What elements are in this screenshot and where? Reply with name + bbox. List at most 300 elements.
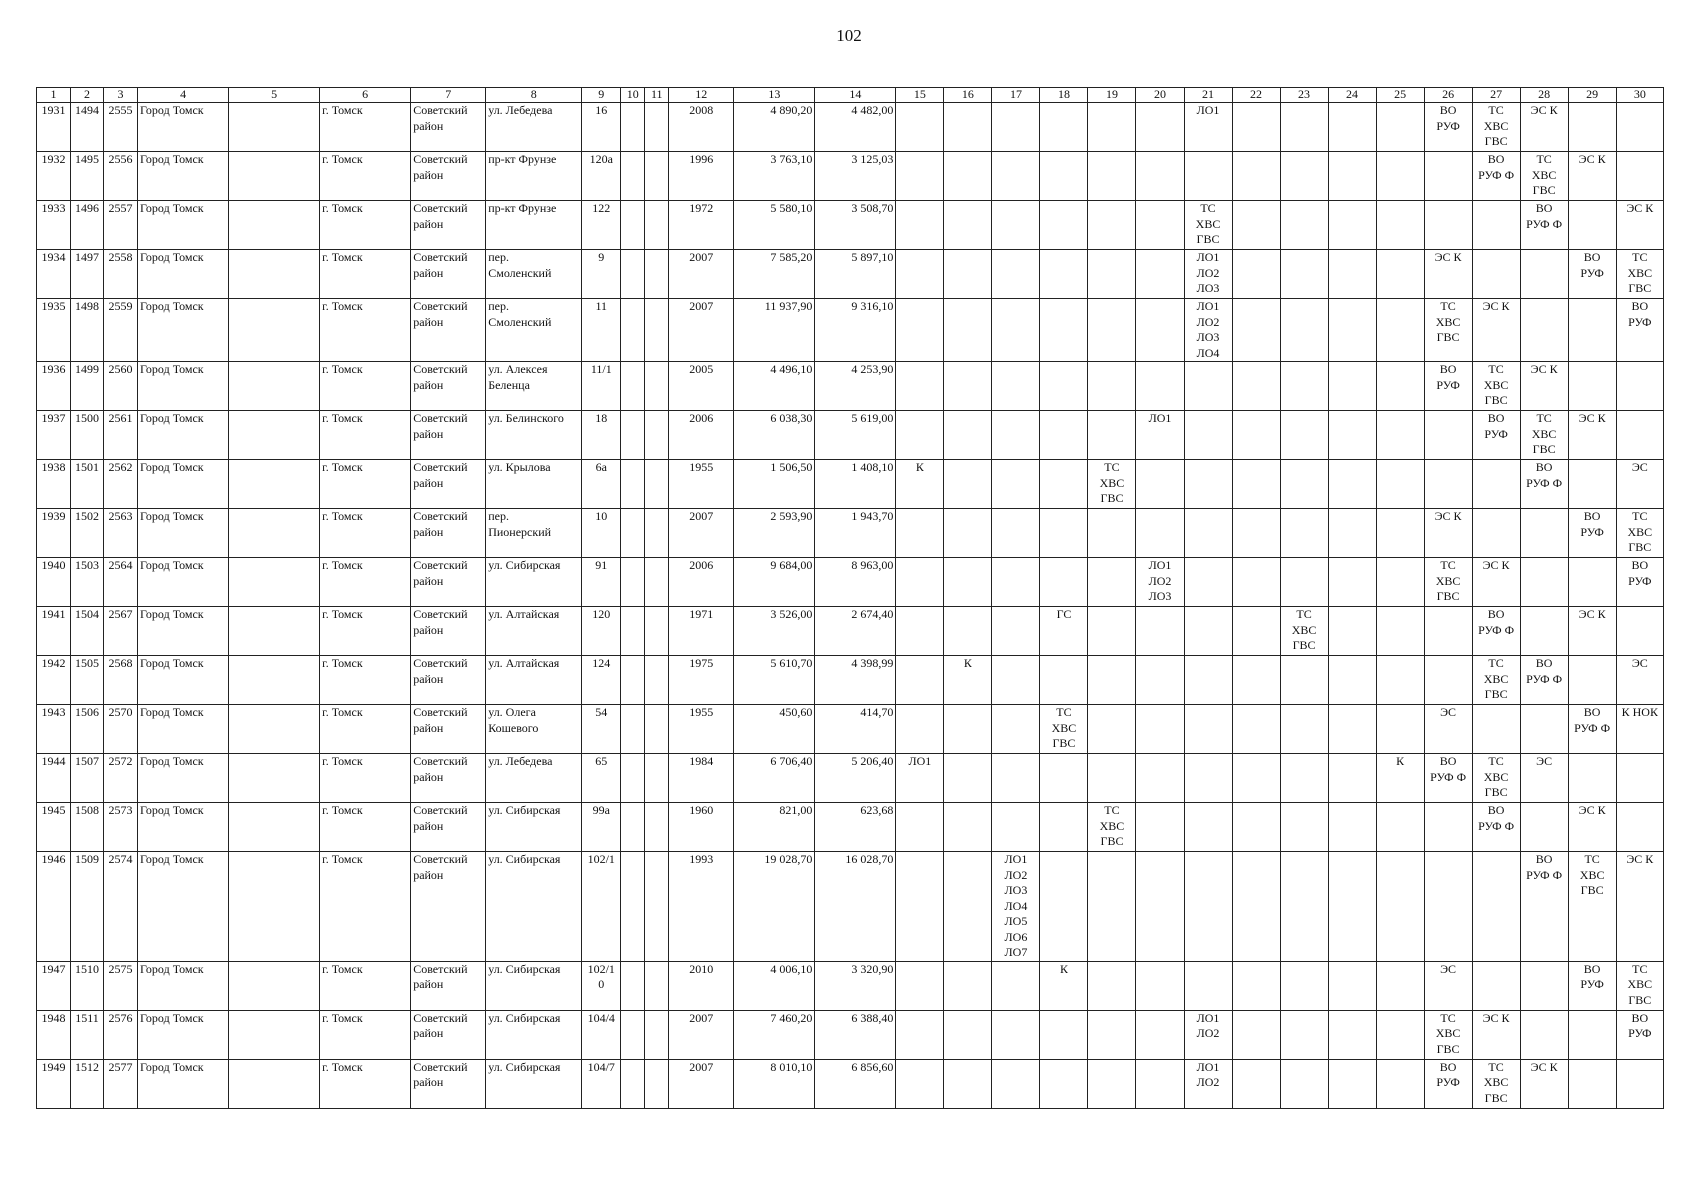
table-cell-col-13: 5 610,70 xyxy=(734,656,815,705)
table-cell-col-26: ВО РУФ xyxy=(1424,362,1472,411)
table-cell-col-24 xyxy=(1328,152,1376,201)
table-cell-col-1: 1944 xyxy=(37,754,71,803)
column-header: 7 xyxy=(411,88,486,103)
table-cell-col-17 xyxy=(992,411,1040,460)
table-cell-col-1: 1933 xyxy=(37,201,71,250)
table-cell-col-20 xyxy=(1136,852,1184,962)
table-cell-col-6: г. Томск xyxy=(320,299,411,362)
table-cell-col-25 xyxy=(1376,1010,1424,1059)
table-cell-col-7: Советский район xyxy=(411,852,486,962)
table-cell-col-19 xyxy=(1088,607,1136,656)
column-header: 25 xyxy=(1376,88,1424,103)
table-cell-col-8: ул. Алтайская xyxy=(486,656,582,705)
table-cell-col-17 xyxy=(992,201,1040,250)
table-cell-col-9: 65 xyxy=(582,754,621,803)
table-cell-col-25 xyxy=(1376,961,1424,1010)
table-cell-col-6: г. Томск xyxy=(320,250,411,299)
table-cell-col-20 xyxy=(1136,460,1184,509)
table-cell-col-5 xyxy=(229,558,320,607)
table-cell-col-1: 1946 xyxy=(37,852,71,962)
table-cell-col-5 xyxy=(229,803,320,852)
table-cell-col-22 xyxy=(1232,362,1280,411)
table-cell-col-4: Город Томск xyxy=(138,754,229,803)
table-cell-col-21 xyxy=(1184,152,1232,201)
table-cell-col-6: г. Томск xyxy=(320,1010,411,1059)
table-row xyxy=(37,1059,1664,1108)
table-cell-col-22 xyxy=(1232,299,1280,362)
table-cell-col-2: 1495 xyxy=(71,152,104,201)
table-cell-col-7: Советский район xyxy=(411,1010,486,1059)
table-cell-col-13: 1 506,50 xyxy=(734,460,815,509)
table-cell-col-19 xyxy=(1088,558,1136,607)
table-cell-col-13: 9 684,00 xyxy=(734,558,815,607)
table-cell-col-22 xyxy=(1232,201,1280,250)
table-cell-col-29: ВО РУФ xyxy=(1568,250,1616,299)
table-cell-col-6: г. Томск xyxy=(320,852,411,962)
table-cell-col-3: 2567 xyxy=(104,607,138,656)
table-cell-col-8: пер. Пионерский xyxy=(486,509,582,558)
table-cell-col-16 xyxy=(944,362,992,411)
table-cell-col-1: 1939 xyxy=(37,509,71,558)
table-cell-col-29: ТС ХВС ГВС xyxy=(1568,852,1616,962)
table-cell-col-11 xyxy=(645,705,669,754)
table-cell-col-11 xyxy=(645,558,669,607)
column-header: 6 xyxy=(320,88,411,103)
table-cell-col-23 xyxy=(1280,299,1328,362)
table-cell-col-11 xyxy=(645,362,669,411)
table-cell-col-8: ул. Крылова xyxy=(486,460,582,509)
table-cell-col-11 xyxy=(645,411,669,460)
table-cell-col-7: Советский район xyxy=(411,250,486,299)
table-cell-col-21: ТС ХВС ГВС xyxy=(1184,201,1232,250)
table-cell-col-20 xyxy=(1136,656,1184,705)
table-cell-col-18 xyxy=(1040,103,1088,152)
table-cell-col-23 xyxy=(1280,103,1328,152)
table-cell-col-15 xyxy=(896,250,944,299)
table-cell-col-7: Советский район xyxy=(411,1059,486,1108)
table-cell-col-3: 2559 xyxy=(104,299,138,362)
table-cell-col-21 xyxy=(1184,852,1232,962)
table-cell-col-4: Город Томск xyxy=(138,362,229,411)
table-cell-col-19 xyxy=(1088,509,1136,558)
table-cell-col-30: ЭС xyxy=(1616,460,1663,509)
table-cell-col-7: Советский район xyxy=(411,803,486,852)
table-cell-col-24 xyxy=(1328,460,1376,509)
table-cell-col-13: 2 593,90 xyxy=(734,509,815,558)
table-cell-col-7: Советский район xyxy=(411,656,486,705)
table-cell-col-15 xyxy=(896,607,944,656)
table-cell-col-7: Советский район xyxy=(411,607,486,656)
table-cell-col-28 xyxy=(1520,803,1568,852)
table-cell-col-9: 104/4 xyxy=(582,1010,621,1059)
table-cell-col-4: Город Томск xyxy=(138,509,229,558)
table-cell-col-13: 6 038,30 xyxy=(734,411,815,460)
table-cell-col-19 xyxy=(1088,250,1136,299)
table-cell-col-9: 102/1 xyxy=(582,852,621,962)
table-cell-col-28: ЭС К xyxy=(1520,1059,1568,1108)
table-row xyxy=(37,754,1664,803)
table-row xyxy=(37,1010,1664,1059)
table-cell-col-12: 2006 xyxy=(669,411,734,460)
table-cell-col-14: 3 320,90 xyxy=(815,961,896,1010)
column-header: 15 xyxy=(896,88,944,103)
table-cell-col-1: 1937 xyxy=(37,411,71,460)
table-cell-col-25 xyxy=(1376,250,1424,299)
table-cell-col-9: 120а xyxy=(582,152,621,201)
table-cell-col-10 xyxy=(621,362,645,411)
table-cell-col-27 xyxy=(1472,460,1520,509)
table-cell-col-11 xyxy=(645,961,669,1010)
table-cell-col-27 xyxy=(1472,705,1520,754)
table-cell-col-19 xyxy=(1088,656,1136,705)
table-cell-col-11 xyxy=(645,607,669,656)
table-row xyxy=(37,201,1664,250)
table-cell-col-27: ТС ХВС ГВС xyxy=(1472,103,1520,152)
table-cell-col-9: 54 xyxy=(582,705,621,754)
table-cell-col-20 xyxy=(1136,1059,1184,1108)
table-cell-col-13: 5 580,10 xyxy=(734,201,815,250)
table-cell-col-27 xyxy=(1472,201,1520,250)
table-cell-col-5 xyxy=(229,705,320,754)
table-cell-col-28 xyxy=(1520,558,1568,607)
table-cell-col-14: 8 963,00 xyxy=(815,558,896,607)
table-cell-col-13: 6 706,40 xyxy=(734,754,815,803)
table-cell-col-18 xyxy=(1040,250,1088,299)
table-cell-col-11 xyxy=(645,1010,669,1059)
table-row xyxy=(37,607,1664,656)
table-cell-col-23 xyxy=(1280,1010,1328,1059)
table-cell-col-30 xyxy=(1616,362,1663,411)
table-cell-col-14: 3 125,03 xyxy=(815,152,896,201)
table-cell-col-2: 1512 xyxy=(71,1059,104,1108)
table-row xyxy=(37,558,1664,607)
table-cell-col-21 xyxy=(1184,411,1232,460)
table-cell-col-25 xyxy=(1376,803,1424,852)
table-cell-col-16 xyxy=(944,509,992,558)
table-cell-col-29 xyxy=(1568,1059,1616,1108)
table-cell-col-21 xyxy=(1184,961,1232,1010)
table-cell-col-26: ЭС К xyxy=(1424,509,1472,558)
table-cell-col-18 xyxy=(1040,362,1088,411)
table-cell-col-1: 1936 xyxy=(37,362,71,411)
table-cell-col-25 xyxy=(1376,299,1424,362)
table-cell-col-12: 1984 xyxy=(669,754,734,803)
table-cell-col-2: 1505 xyxy=(71,656,104,705)
table-cell-col-27 xyxy=(1472,852,1520,962)
table-cell-col-29: ВО РУФ xyxy=(1568,961,1616,1010)
column-header: 12 xyxy=(669,88,734,103)
table-cell-col-20 xyxy=(1136,509,1184,558)
table-cell-col-3: 2556 xyxy=(104,152,138,201)
table-cell-col-26: ЭС xyxy=(1424,705,1472,754)
table-cell-col-18: К xyxy=(1040,961,1088,1010)
table-cell-col-18 xyxy=(1040,1059,1088,1108)
table-cell-col-2: 1504 xyxy=(71,607,104,656)
table-cell-col-12: 2007 xyxy=(669,1059,734,1108)
table-cell-col-20 xyxy=(1136,803,1184,852)
table-cell-col-24 xyxy=(1328,656,1376,705)
table-cell-col-27 xyxy=(1472,250,1520,299)
table-cell-col-6: г. Томск xyxy=(320,1059,411,1108)
table-cell-col-16 xyxy=(944,607,992,656)
table-body xyxy=(37,103,1664,1109)
table-cell-col-14: 16 028,70 xyxy=(815,852,896,962)
table-cell-col-14: 3 508,70 xyxy=(815,201,896,250)
table-cell-col-20 xyxy=(1136,201,1184,250)
column-header: 23 xyxy=(1280,88,1328,103)
table-cell-col-24 xyxy=(1328,299,1376,362)
table-cell-col-24 xyxy=(1328,754,1376,803)
table-cell-col-14: 5 897,10 xyxy=(815,250,896,299)
table-cell-col-28 xyxy=(1520,509,1568,558)
table-cell-col-16 xyxy=(944,411,992,460)
column-header: 10 xyxy=(621,88,645,103)
table-cell-col-15 xyxy=(896,558,944,607)
table-cell-col-30: ЭС xyxy=(1616,656,1663,705)
table-cell-col-5 xyxy=(229,961,320,1010)
table-cell-col-28 xyxy=(1520,1010,1568,1059)
table-cell-col-28: ЭС К xyxy=(1520,362,1568,411)
table-cell-col-9: 122 xyxy=(582,201,621,250)
table-cell-col-17 xyxy=(992,754,1040,803)
table-cell-col-28 xyxy=(1520,961,1568,1010)
table-row xyxy=(37,152,1664,201)
table-cell-col-9: 9 xyxy=(582,250,621,299)
table-row xyxy=(37,961,1664,1010)
table-cell-col-9: 99а xyxy=(582,803,621,852)
table-cell-col-19 xyxy=(1088,299,1136,362)
table-cell-col-22 xyxy=(1232,152,1280,201)
table-cell-col-20 xyxy=(1136,103,1184,152)
table-cell-col-5 xyxy=(229,607,320,656)
table-cell-col-1: 1943 xyxy=(37,705,71,754)
table-cell-col-15 xyxy=(896,852,944,962)
column-header: 30 xyxy=(1616,88,1663,103)
table-cell-col-8: ул. Сибирская xyxy=(486,803,582,852)
table-cell-col-30 xyxy=(1616,607,1663,656)
table-cell-col-27: ВО РУФ xyxy=(1472,411,1520,460)
table-cell-col-28: ВО РУФ Ф xyxy=(1520,201,1568,250)
table-cell-col-22 xyxy=(1232,1010,1280,1059)
table-cell-col-13: 8 010,10 xyxy=(734,1059,815,1108)
table-cell-col-8: пр-кт Фрунзе xyxy=(486,201,582,250)
table-cell-col-12: 1955 xyxy=(669,705,734,754)
table-cell-col-16: К xyxy=(944,656,992,705)
table-cell-col-26 xyxy=(1424,803,1472,852)
table-cell-col-4: Город Томск xyxy=(138,607,229,656)
table-cell-col-27: ВО РУФ Ф xyxy=(1472,803,1520,852)
table-cell-col-19 xyxy=(1088,411,1136,460)
table-cell-col-29 xyxy=(1568,558,1616,607)
column-header: 2 xyxy=(71,88,104,103)
table-cell-col-6: г. Томск xyxy=(320,705,411,754)
table-cell-col-20 xyxy=(1136,754,1184,803)
table-cell-col-27: ТС ХВС ГВС xyxy=(1472,754,1520,803)
table-cell-col-7: Советский район xyxy=(411,103,486,152)
table-cell-col-22 xyxy=(1232,852,1280,962)
table-cell-col-2: 1499 xyxy=(71,362,104,411)
table-cell-col-26 xyxy=(1424,852,1472,962)
table-cell-col-20 xyxy=(1136,362,1184,411)
table-cell-col-16 xyxy=(944,705,992,754)
table-cell-col-26 xyxy=(1424,607,1472,656)
table-cell-col-14: 4 253,90 xyxy=(815,362,896,411)
table-cell-col-6: г. Томск xyxy=(320,607,411,656)
table-cell-col-22 xyxy=(1232,961,1280,1010)
table-cell-col-23 xyxy=(1280,411,1328,460)
table-row xyxy=(37,852,1664,962)
table-cell-col-27 xyxy=(1472,509,1520,558)
column-header: 27 xyxy=(1472,88,1520,103)
table-cell-col-13: 7 585,20 xyxy=(734,250,815,299)
table-cell-col-24 xyxy=(1328,250,1376,299)
column-header: 4 xyxy=(138,88,229,103)
table-cell-col-24 xyxy=(1328,411,1376,460)
column-header: 9 xyxy=(582,88,621,103)
table-cell-col-18 xyxy=(1040,803,1088,852)
table-cell-col-3: 2562 xyxy=(104,460,138,509)
table-cell-col-13: 4 890,20 xyxy=(734,103,815,152)
table-cell-col-20 xyxy=(1136,961,1184,1010)
table-cell-col-10 xyxy=(621,754,645,803)
table-cell-col-22 xyxy=(1232,460,1280,509)
table-cell-col-3: 2557 xyxy=(104,201,138,250)
table-cell-col-18: ТС ХВС ГВС xyxy=(1040,705,1088,754)
table-cell-col-1: 1934 xyxy=(37,250,71,299)
table-cell-col-15 xyxy=(896,362,944,411)
table-cell-col-5 xyxy=(229,754,320,803)
table-cell-col-30 xyxy=(1616,1059,1663,1108)
table-cell-col-14: 2 674,40 xyxy=(815,607,896,656)
table-cell-col-11 xyxy=(645,152,669,201)
table-cell-col-4: Город Томск xyxy=(138,705,229,754)
table-row xyxy=(37,656,1664,705)
table-cell-col-13: 19 028,70 xyxy=(734,852,815,962)
table-row xyxy=(37,362,1664,411)
table-cell-col-12: 2006 xyxy=(669,558,734,607)
table-cell-col-1: 1938 xyxy=(37,460,71,509)
table-cell-col-24 xyxy=(1328,607,1376,656)
table-cell-col-23 xyxy=(1280,558,1328,607)
table-cell-col-7: Советский район xyxy=(411,152,486,201)
table-cell-col-8: пер. Смоленский xyxy=(486,299,582,362)
table-cell-col-24 xyxy=(1328,509,1376,558)
table-cell-col-29 xyxy=(1568,201,1616,250)
table-cell-col-27: ТС ХВС ГВС xyxy=(1472,656,1520,705)
table-cell-col-28 xyxy=(1520,250,1568,299)
table-cell-col-27 xyxy=(1472,961,1520,1010)
table-cell-col-8: ул. Лебедева xyxy=(486,103,582,152)
table-cell-col-7: Советский район xyxy=(411,362,486,411)
table-cell-col-17 xyxy=(992,1010,1040,1059)
table-cell-col-12: 1955 xyxy=(669,460,734,509)
table-cell-col-17 xyxy=(992,705,1040,754)
table-cell-col-28: ТС ХВС ГВС xyxy=(1520,411,1568,460)
table-cell-col-29 xyxy=(1568,103,1616,152)
table-cell-col-26: ТС ХВС ГВС xyxy=(1424,1010,1472,1059)
table-cell-col-11 xyxy=(645,803,669,852)
table-cell-col-7: Советский район xyxy=(411,509,486,558)
table-cell-col-10 xyxy=(621,411,645,460)
table-cell-col-11 xyxy=(645,852,669,962)
table-cell-col-4: Город Томск xyxy=(138,411,229,460)
table-cell-col-25 xyxy=(1376,460,1424,509)
table-cell-col-8: пр-кт Фрунзе xyxy=(486,152,582,201)
table-cell-col-4: Город Томск xyxy=(138,1059,229,1108)
table-cell-col-3: 2575 xyxy=(104,961,138,1010)
table-cell-col-28: ВО РУФ Ф xyxy=(1520,852,1568,962)
table-cell-col-7: Советский район xyxy=(411,201,486,250)
column-header: 20 xyxy=(1136,88,1184,103)
table-cell-col-7: Советский район xyxy=(411,961,486,1010)
table-cell-col-2: 1511 xyxy=(71,1010,104,1059)
table-cell-col-9: 91 xyxy=(582,558,621,607)
table-cell-col-12: 2007 xyxy=(669,1010,734,1059)
table-cell-col-28: ЭС xyxy=(1520,754,1568,803)
table-cell-col-10 xyxy=(621,1010,645,1059)
table-cell-col-21 xyxy=(1184,558,1232,607)
table-cell-col-15 xyxy=(896,961,944,1010)
table-cell-col-2: 1501 xyxy=(71,460,104,509)
table-cell-col-10 xyxy=(621,656,645,705)
table-cell-col-14: 6 856,60 xyxy=(815,1059,896,1108)
table-cell-col-29: ВО РУФ xyxy=(1568,509,1616,558)
column-header: 13 xyxy=(734,88,815,103)
table-cell-col-15 xyxy=(896,803,944,852)
table-cell-col-15 xyxy=(896,509,944,558)
housing-register-table xyxy=(36,87,1664,1109)
table-cell-col-29 xyxy=(1568,299,1616,362)
table-cell-col-18 xyxy=(1040,201,1088,250)
table-cell-col-13: 7 460,20 xyxy=(734,1010,815,1059)
table-cell-col-25 xyxy=(1376,152,1424,201)
table-cell-col-21 xyxy=(1184,803,1232,852)
table-cell-col-3: 2558 xyxy=(104,250,138,299)
table-cell-col-23 xyxy=(1280,705,1328,754)
table-cell-col-9: 16 xyxy=(582,103,621,152)
table-row xyxy=(37,299,1664,362)
table-cell-col-16 xyxy=(944,754,992,803)
table-cell-col-21 xyxy=(1184,362,1232,411)
table-cell-col-20 xyxy=(1136,152,1184,201)
table-cell-col-10 xyxy=(621,201,645,250)
table-row xyxy=(37,460,1664,509)
table-cell-col-3: 2577 xyxy=(104,1059,138,1108)
table-cell-col-20 xyxy=(1136,299,1184,362)
table-cell-col-16 xyxy=(944,152,992,201)
table-cell-col-25 xyxy=(1376,705,1424,754)
table-cell-col-4: Город Томск xyxy=(138,558,229,607)
table-cell-col-29: ЭС К xyxy=(1568,803,1616,852)
table-cell-col-12: 2007 xyxy=(669,250,734,299)
table-cell-col-28: ВО РУФ Ф xyxy=(1520,460,1568,509)
table-cell-col-30: ЭС К xyxy=(1616,201,1663,250)
table-cell-col-22 xyxy=(1232,103,1280,152)
table-cell-col-18 xyxy=(1040,656,1088,705)
table-cell-col-2: 1500 xyxy=(71,411,104,460)
table-row xyxy=(37,411,1664,460)
table-cell-col-7: Советский район xyxy=(411,705,486,754)
table-cell-col-4: Город Томск xyxy=(138,103,229,152)
table-cell-col-3: 2560 xyxy=(104,362,138,411)
table-cell-col-18 xyxy=(1040,411,1088,460)
table-cell-col-16 xyxy=(944,961,992,1010)
table-cell-col-17 xyxy=(992,103,1040,152)
table-cell-col-16 xyxy=(944,103,992,152)
table-cell-col-9: 18 xyxy=(582,411,621,460)
table-cell-col-6: г. Томск xyxy=(320,961,411,1010)
table-cell-col-20: ЛО1 xyxy=(1136,411,1184,460)
